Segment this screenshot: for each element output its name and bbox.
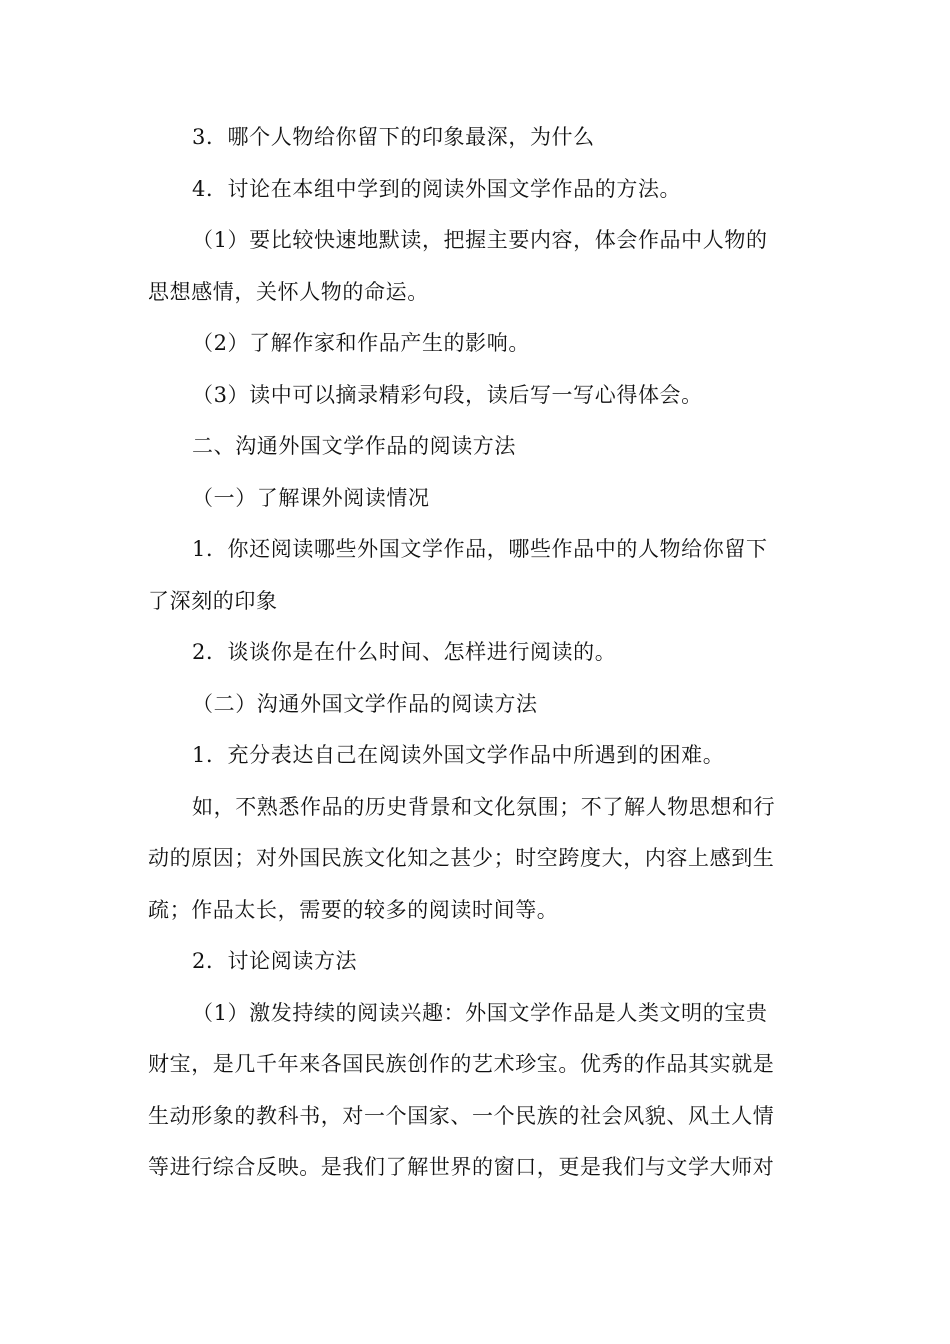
text-line: 4．讨论在本组中学到的阅读外国文学作品的方法。 (192, 176, 682, 201)
method-3 (148, 370, 800, 422)
text-line: 1．充分表达自己在阅读外国文学作品中所遇到的困难。 (192, 743, 725, 767)
text-line: 2．讨论阅读方法 (192, 949, 358, 973)
document-body (148, 112, 800, 1194)
text-line: （二）沟通外国文学作品的阅读方法 (192, 691, 538, 716)
section-heading-2 (148, 421, 800, 473)
text-line: （3）读中可以摘录精彩句段，读后写一写心得体会。 (192, 382, 703, 407)
question-3 (148, 112, 800, 164)
text-line: 3．哪个人物给你留下的印象最深，为什么 (192, 125, 595, 149)
text-line: 2．谈谈你是在什么时间、怎样进行阅读的。 (192, 640, 617, 664)
subsection-2-method-1 (148, 988, 800, 1194)
text-line: （2）了解作家和作品产生的影响。 (192, 331, 530, 355)
question-4 (148, 164, 800, 216)
subsection-2-point-1 (148, 730, 800, 782)
text-line: 如，不熟悉作品的历史背景和文化氛围；不了解人物思想和行 (192, 794, 776, 819)
subsection-2-point-2 (148, 936, 800, 988)
subsection-heading-1 (148, 473, 800, 525)
text-line: 生动形象的教科书，对一个国家、一个民族的社会风貌、风土人情 (148, 1103, 775, 1128)
text-line: 财宝，是几千年来各国民族创作的艺术珍宝。优秀的作品其实就是 (148, 1052, 775, 1076)
text-line: 等进行综合反映。是我们了解世界的窗口，更是我们与文学大师对 (148, 1155, 775, 1179)
method-1 (148, 215, 800, 318)
text-line: 了深刻的印象 (148, 588, 278, 613)
text-line: 二、沟通外国文学作品的阅读方法 (192, 434, 516, 458)
text-line: 疏；作品太长，需要的较多的阅读时间等。 (148, 897, 559, 922)
text-line: （1）激发持续的阅读兴趣：外国文学作品是人类文明的宝贵 (192, 1000, 768, 1025)
subsection-1-question-1 (148, 524, 800, 627)
subsection-heading-2 (148, 679, 800, 731)
subsection-2-example (148, 782, 800, 937)
method-2 (148, 318, 800, 370)
text-line: 1．你还阅读哪些外国文学作品，哪些作品中的人物给你留下 (192, 537, 768, 561)
text-line: （一）了解课外阅读情况 (192, 485, 430, 510)
text-line: （1）要比较快速地默读，把握主要内容，体会作品中人物的 (192, 228, 768, 252)
text-line: 思想感情，关怀人物的命运。 (148, 279, 429, 304)
subsection-1-question-2 (148, 627, 800, 679)
text-line: 动的原因；对外国民族文化知之甚少；时空跨度大，内容上感到生 (148, 846, 775, 870)
